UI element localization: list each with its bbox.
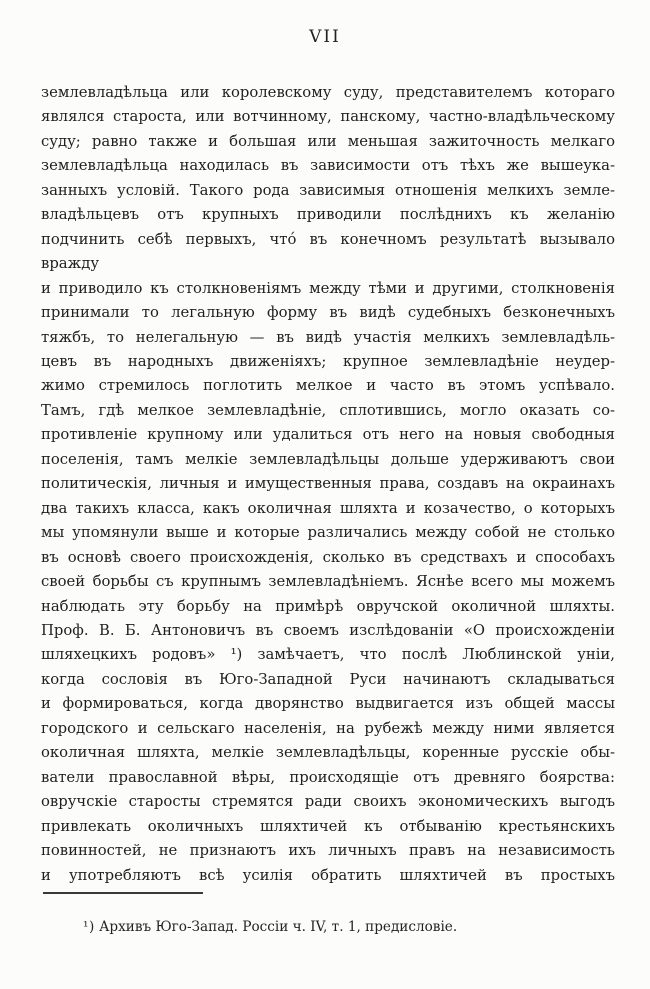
text-line: шляхецкихъ родовъ» ¹) замѣчаетъ, что послѣ Люблинской уніи,	[41, 646, 615, 664]
text-line: овручскіе старосты стремятся ради своихъ экономическихъ выгодъ	[41, 793, 615, 811]
text-line: Проф. В. Б. Антоновичъ въ своемъ изслѣдованіи «О происхожденіи	[41, 621, 615, 639]
text-line: ватели православной вѣры, происходящіе отъ древняго боярства:	[41, 768, 615, 786]
body-text	[41, 81, 615, 888]
text-line: и приводило къ столкновеніямъ между тѣми и другими, столкновенія	[41, 279, 615, 297]
footnote-text: Архивъ Юго-Запад. Россіи ч. IV, т. 1, предисловіе.	[99, 919, 458, 935]
page-number: VII	[309, 27, 341, 47]
text-line: занныхъ условій. Такого рода зависимыя отношенія мелкихъ земле-	[41, 181, 615, 199]
text-line: подчинить себѣ первыхъ, чтó въ конечномъ результатѣ вызывало вражду	[41, 230, 615, 273]
text-line: наблюдать эту борьбу на примѣрѣ овручской околичной шляхты.	[41, 597, 615, 615]
text-line: цевъ въ народныхъ движеніяхъ; крупное землевладѣніе неудер-	[41, 352, 615, 370]
text-line: являлся староста, или вотчинному, панскому, частно-владѣльческому	[41, 108, 615, 126]
text-line: и формироваться, когда дворянство выдвигается изъ общей массы	[41, 695, 615, 713]
text-line: и употребляютъ всѣ усилія обратить шляхтичей въ простыхъ	[41, 866, 615, 884]
text-line: принимали то легальную форму въ видѣ судебныхъ безконечныхъ	[41, 304, 615, 322]
text-line: городского и сельскаго населенія, на рубежѣ между ними является	[41, 719, 615, 737]
text-line: своей борьбы съ крупнымъ землевладѣніемъ. Яснѣе всего мы можемъ	[41, 573, 615, 591]
text-line: политическія, личныя и имущественныя права, создавъ на окраинахъ	[41, 475, 615, 493]
text-line: мы упомянули выше и которые различались между собой не столько	[41, 524, 615, 542]
text-line: поселенія, тамъ мелкіе землевладѣльцы дольше удерживаютъ свои	[41, 450, 615, 468]
text-line: жимо стремилось поглотить мелкое и часто въ этомъ успѣвало.	[41, 377, 615, 395]
footnote	[41, 917, 615, 937]
text-line: когда сословія въ Юго-Западной Руси начинаютъ складываться	[41, 670, 615, 688]
text-line: Тамъ, гдѣ мелкое землевладѣніе, сплотившись, могло оказать со-	[41, 401, 615, 419]
footnote-marker: ¹)	[83, 919, 95, 935]
footnote-rule	[43, 892, 203, 894]
text-line: противленіе крупному или удалиться отъ него на новыя свободныя	[41, 426, 615, 444]
text-line: два такихъ класса, какъ околичная шляхта и козачество, о которыхъ	[41, 499, 615, 517]
text-line: владѣльцевъ отъ крупныхъ приводили послѣднихъ къ желанію	[41, 206, 615, 224]
text-line: въ основѣ своего происхожденія, сколько въ средствахъ и способахъ	[41, 548, 615, 566]
text-line: околичная шляхта, мелкіе землевладѣльцы, коренные русскіе обы-	[41, 744, 615, 762]
text-line: привлекать околичныхъ шляхтичей къ отбыванію крестьянскихъ	[41, 817, 615, 835]
text-line: землевладѣльца находилась въ зависимости отъ тѣхъ же вышеука-	[41, 157, 615, 175]
text-line: тяжбъ, то нелегальную — въ видѣ участія мелкихъ землевладѣль-	[41, 328, 615, 346]
text-line: суду; равно также и большая или меньшая зажиточность мелкаго	[41, 132, 615, 150]
text-line: землевладѣльца или королевскому суду, представителемъ котораго	[41, 84, 615, 101]
text-line: повинностей, не признаютъ ихъ личныхъ правъ на независимость	[41, 842, 615, 860]
